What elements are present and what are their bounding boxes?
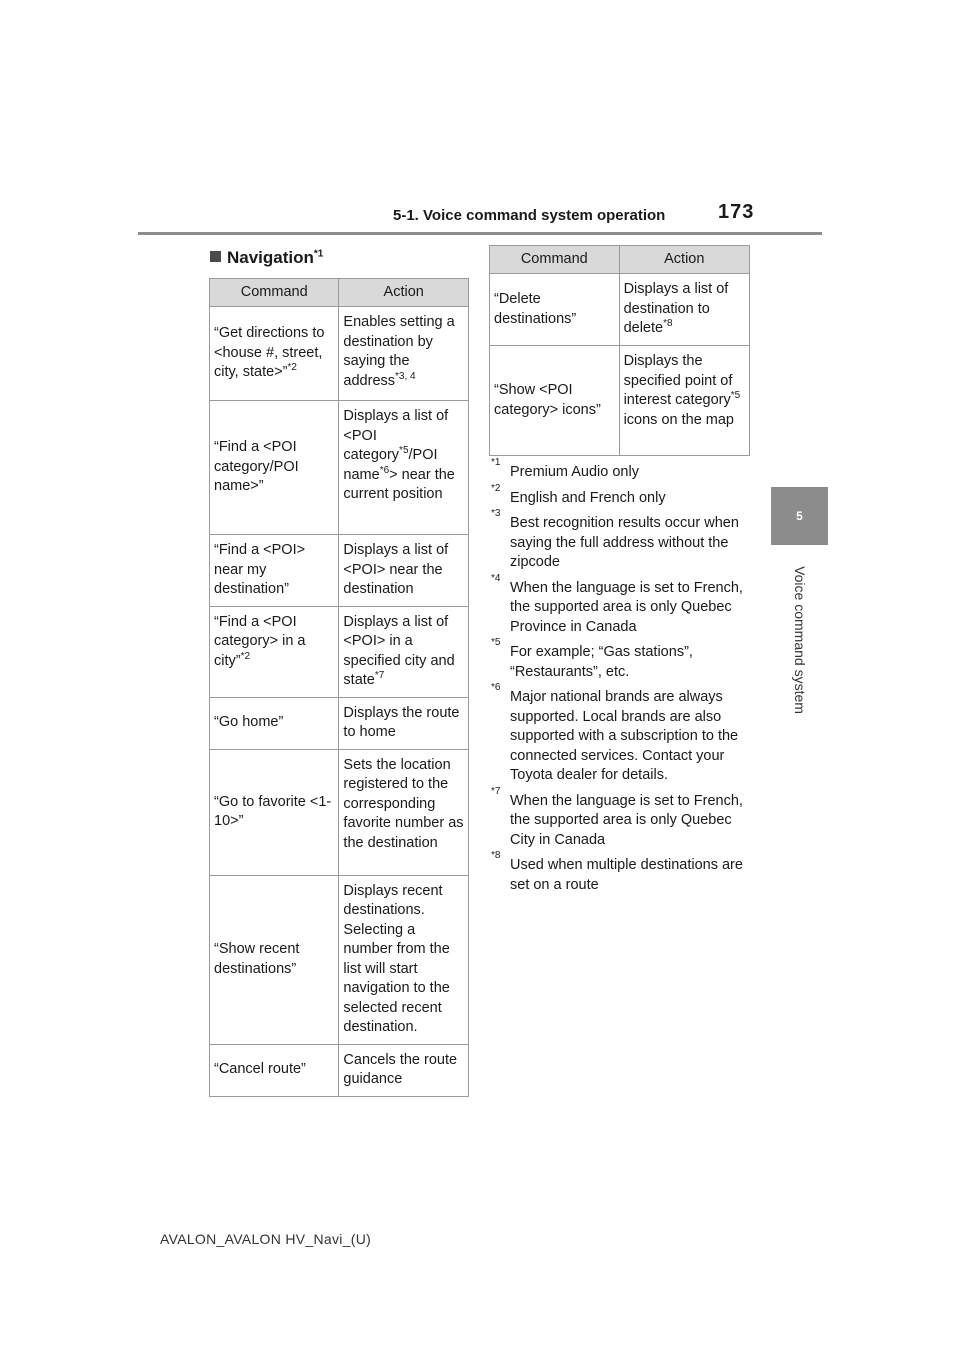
navigation-command-table-continued [489,245,750,456]
footnote-list [491,457,753,901]
footnote: *2 English and French only [491,482,666,506]
table-row [210,535,469,607]
table-header-row [210,279,469,307]
footnote: *4 When the language is set to French, the supported area is only Quebec Province in Canada [491,572,743,635]
command-cell: “Get directions to <house #, street, city, state>”$^{*2}$ [210,307,339,401]
action-cell: Displays the route to home [339,697,469,749]
chapter-tab [771,487,828,545]
action-cell: Sets the location registered to the corresponding favorite number as the destination [339,749,469,875]
command-cell: “Go to favorite <1-10>” [210,749,339,875]
action-cell: Cancels the route guidance [339,1044,469,1096]
square-bullet-icon [210,251,221,262]
action-cell: Displays recent destinations. Selecting a number from the list will start navigation to the selected recent destination. [339,875,469,1044]
navigation-command-table [209,278,469,1097]
table-row [490,346,750,456]
action-cell: Displays a list of destination to delete$^{*8}$ [619,274,749,346]
table-row [210,307,469,401]
chapter-number: 5 [796,509,803,523]
table-row [210,875,469,1044]
document-footer: AVALON_AVALON HV_Navi_(U) [160,1231,372,1247]
footnote: *5 For example; “Gas stations”, “Restaurants”, etc. [491,637,693,680]
command-cell: “Find a <POI category> in a city”$^{*2}$ [210,606,339,697]
section-footnote-ref: *1 [313,248,324,260]
command-column-header: Command [490,246,620,274]
footnote: *7 When the language is set to French, the supported area is only Quebec City in Canada [491,785,743,848]
action-column-header: Action [339,279,469,307]
command-cell: “Show <POI category> icons” [490,346,620,456]
table-row [490,274,750,346]
footnote: *1 Premium Audio only [491,457,639,480]
command-cell: “Find a <POI> near my destination” [210,535,339,607]
table-row [210,697,469,749]
page-number: 173 [718,201,755,223]
header-divider [138,232,822,235]
action-cell: Displays a list of <POI> near the destination [339,535,469,607]
header-title: 5-1. Voice command system operation [393,207,666,224]
chapter-label: Voice command system [792,566,808,714]
action-column-header: Action [619,246,749,274]
footnote: *8 Used when multiple destinations are set on a route [491,850,743,893]
command-cell: “Find a <POI category/POI name>” [210,401,339,535]
footnote: *6 Major national brands are always supported. Local brands are also supported with a subscription to the connected services. Contact your Toyota dealer for details. [491,682,739,783]
footnote: *3 Best recognition results occur when saying the full address without the zipcode [491,508,739,570]
table-row [210,1044,469,1096]
command-cell: “Go home” [210,697,339,749]
action-cell: Displays a list of <POI> in a specified city and state$^{*7}$ [339,606,469,697]
command-cell: “Cancel route” [210,1044,339,1096]
action-cell: Displays the specified point of interest category$^{*5}$ icons on the map [619,346,749,456]
table-row [210,606,469,697]
section-title: Navigation [227,248,314,267]
section-heading [210,248,323,268]
action-cell: Displays a list of <POI category$^{*5}$/POI name$^{*6}$> near the current position [339,401,469,535]
command-cell: “Delete destinations” [490,274,620,346]
command-column-header: Command [210,279,339,307]
table-row [210,749,469,875]
table-header-row [490,246,750,274]
action-cell: Enables setting a destination by saying the address$^{*3, 4}$ [339,307,469,401]
table-row [210,401,469,535]
command-cell: “Show recent destinations” [210,875,339,1044]
